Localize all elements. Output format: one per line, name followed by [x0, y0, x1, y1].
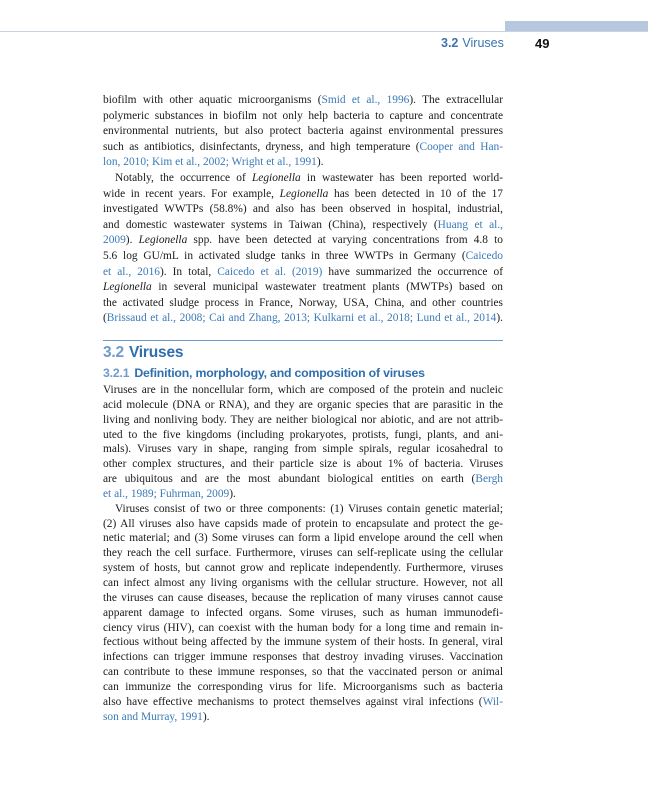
text-segment: has been detected in 10 of the 17 — [328, 187, 503, 200]
text-segment: other complex structures, and their particle size is about 1% of bacteria. Viruses — [103, 458, 503, 471]
text-segment: can contribute to these immune responses, so that the vaccinated person or animal — [103, 666, 503, 679]
text-segment: spp. have been detected at varying concentrations from 4.8 to — [187, 234, 503, 247]
italic-term: Legionella — [251, 171, 301, 184]
text-segment: also have effective mechanisms to protect themselves against viral infections ( — [103, 695, 483, 708]
text-line — [103, 249, 503, 265]
body-text-block-2 — [103, 383, 503, 724]
text-line — [103, 635, 503, 650]
text-segment: ). — [316, 156, 324, 169]
text-line — [103, 124, 503, 140]
text-line — [103, 546, 503, 561]
text-segment: Notably, the occurrence of — [115, 171, 252, 184]
citation-link[interactable]: et al., 2016 — [103, 265, 160, 278]
text-segment: fectious without being affected by the immune system of their hosts. In general, viral — [103, 636, 503, 649]
text-line — [103, 665, 503, 680]
citation-link[interactable]: Huang et al., — [437, 218, 504, 231]
citation-link[interactable]: lon, 2010; Kim et al., 2002; Wright et al., 1991 — [103, 156, 317, 169]
text-segment: ). In total, — [159, 265, 218, 278]
text-segment: (2) All viruses also have capsids made of protein to encapsulate and protect the ge- — [103, 517, 503, 530]
citation-link[interactable]: Smid et al., 1996 — [321, 94, 410, 106]
text-line — [103, 109, 503, 125]
text-line — [103, 428, 503, 443]
citation-link[interactable]: Brissaud et al., 2008; Cai and Zhang, 2013; Kulkarni et al., 2018; Lund et al., 2014 — [106, 312, 497, 325]
subsection-title: Definition, morphology, and composition of viruses — [134, 366, 425, 380]
text-line — [103, 561, 503, 576]
text-segment: can infect almost any living organisms with the cellular structure. However, not all — [103, 576, 503, 589]
text-line — [103, 233, 503, 249]
text-segment: ). — [496, 312, 503, 325]
text-line — [103, 621, 503, 636]
text-segment: such as antibiotics, disinfectants, dryness, and high temperature ( — [103, 140, 420, 153]
text-line — [103, 398, 503, 413]
citation-link[interactable]: et al., 1989; Fuhrman, 2009 — [103, 487, 230, 500]
text-segment: ). — [125, 234, 139, 247]
text-segment: environmental nutrients, but also protect bacteria against environmental pressures — [103, 125, 503, 138]
text-segment: wide in recent years. For example, — [103, 187, 280, 200]
text-segment: system of hosts, but cannot grow and replicate independently. Furthermore, viruses — [103, 562, 503, 575]
citation-link[interactable]: Bergh — [475, 473, 503, 486]
text-line — [103, 606, 503, 621]
text-segment: can immunize the corresponding virus for life. Microorganisms such as bacteria — [103, 680, 503, 693]
header-accent-bar — [505, 21, 648, 31]
citation-link[interactable]: son and Murray, 1991 — [103, 710, 203, 723]
section-rule — [103, 340, 503, 341]
text-line — [103, 591, 503, 606]
text-line — [103, 457, 503, 472]
text-segment: have summarized the occurrence of — [322, 265, 503, 278]
text-segment: mals). Viruses vary in shape, ranging from simple spirals, regular icosahedral to — [103, 443, 503, 456]
text-segment: living and nonliving body. They are neither biological nor abiotic, and are not attrib- — [103, 413, 503, 426]
text-line — [103, 576, 503, 591]
text-line — [103, 502, 503, 517]
text-segment: uted to the five kingdoms (including prokaryotes, protists, fungi, plants, and ani- — [103, 428, 503, 441]
citation-link[interactable]: 2009 — [103, 234, 126, 247]
italic-term: Legionella — [279, 187, 329, 200]
body-text-block-1 — [103, 93, 503, 327]
text-line — [103, 218, 503, 234]
citation-link[interactable]: Caicedo — [465, 249, 503, 262]
text-line — [103, 265, 503, 281]
italic-term: Legionella — [138, 234, 188, 247]
text-line — [103, 280, 503, 296]
text-segment: infections can trigger immune responses that destroy invading viruses. Vaccination — [103, 651, 503, 664]
text-segment: biofilm with other aquatic microorganisms ( — [103, 94, 322, 106]
subsection-heading — [103, 366, 425, 380]
section-heading — [103, 344, 183, 362]
running-head — [441, 36, 504, 50]
text-segment: ( — [103, 312, 107, 325]
text-line — [103, 296, 503, 312]
text-line — [103, 140, 503, 156]
text-line — [103, 93, 503, 109]
citation-link[interactable]: Cooper and Han- — [419, 140, 503, 153]
text-segment: ). — [229, 487, 236, 500]
text-segment: investigated WWTPs (58.8%) and also has been observed in hospital, industrial, — [103, 203, 503, 216]
text-segment: the activated sludge process in France, Norway, USA, China, and other countries — [103, 296, 503, 309]
text-line — [103, 517, 503, 532]
header-rule — [0, 31, 648, 32]
citation-link[interactable]: Wil- — [482, 695, 503, 708]
text-line — [103, 650, 503, 665]
text-line — [103, 442, 503, 457]
text-segment: netic material; and (3) Some viruses can form a lipid envelope around the cell when — [103, 532, 503, 545]
text-line — [103, 531, 503, 546]
section-title: Viruses — [128, 344, 184, 361]
text-line — [103, 383, 503, 398]
running-head-title: Viruses — [462, 36, 504, 50]
page-number: 49 — [535, 36, 550, 51]
text-segment: they reach the cell surface. Furthermore, viruses can self-replicate using the cellular — [103, 547, 503, 560]
text-line — [103, 680, 503, 695]
text-segment: in several municipal wastewater treatment plants (MWTPs) based on — [151, 281, 503, 294]
text-line — [103, 695, 503, 710]
text-line — [103, 187, 503, 203]
text-line — [103, 487, 503, 502]
running-head-number: 3.2 — [441, 36, 459, 50]
text-segment: apparent damage to infected organs. Some viruses, such as human immunodefi- — [103, 606, 503, 619]
text-segment: and domestic wastewater systems in Taiwan (China), respectively ( — [103, 218, 438, 231]
text-segment: 5.6 log GU/mL in activated sludge tanks in three WWTPs in Germany ( — [103, 249, 466, 262]
text-line — [103, 171, 503, 187]
text-segment: are ubiquitous and are the most abundant biological entities on earth ( — [103, 473, 476, 486]
text-line — [103, 413, 503, 428]
text-segment: Viruses are in the noncellular form, which are composed of the protein and nucleic — [103, 384, 503, 396]
text-segment: ). — [202, 710, 210, 723]
text-line — [103, 472, 503, 487]
italic-term: Legionella — [103, 281, 152, 294]
section-number: 3.2 — [103, 344, 124, 361]
text-segment: acid molecule (DNA or RNA), and they are organic species that are parasitic in the — [103, 398, 503, 411]
text-line — [103, 311, 503, 327]
text-segment: Viruses consist of two or three components: (1) Viruses contain genetic material; — [115, 502, 503, 515]
text-segment: ). The extracellular — [409, 94, 503, 106]
text-segment: polymeric substances in biofilm not only help bacteria to capture and concentrate — [103, 109, 503, 122]
text-line — [103, 202, 503, 218]
text-segment: in wastewater has been reported world- — [300, 171, 503, 184]
text-segment: ciency virus (HIV), can coexist with the human body for a long time and remain in- — [103, 621, 503, 634]
text-line — [103, 155, 503, 171]
citation-link[interactable]: Caicedo et al. (2019) — [217, 265, 323, 278]
subsection-number: 3.2.1 — [103, 366, 130, 380]
text-segment: the viruses can cause diseases, because the replication of many viruses cannot cause — [103, 591, 503, 604]
text-line — [103, 710, 503, 725]
